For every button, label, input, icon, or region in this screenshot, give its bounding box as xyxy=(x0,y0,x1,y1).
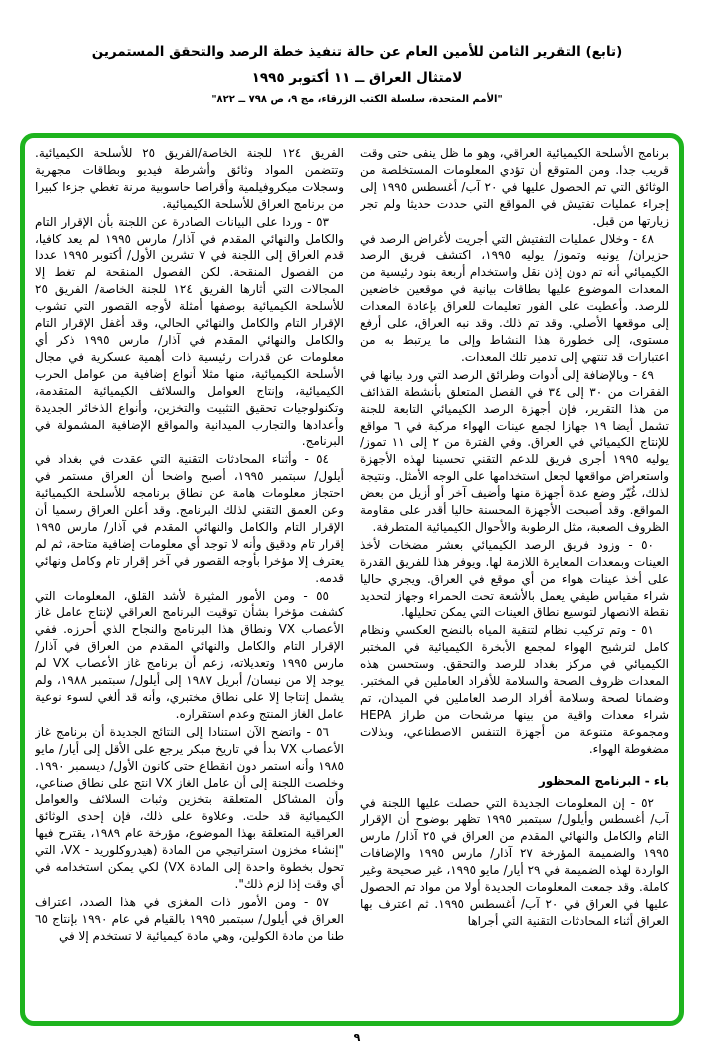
paragraph-continuation-left: الفريق ١٢٤ للجنة الخاصة/الفريق ٢٥ للأسلحة الكيميائية. وتتضمن المواد وثائق وأشرطة فيديو وبطاقات مجهرية وسجلات ميكروفيلمية وأقراصا حاسوبية مرنة تغطي جزءا كبيرا من برنامج العراق للأسلحة الكيميائية. xyxy=(35,146,344,211)
paragraph-49: ٤٩ - وبالإضافة إلى أدوات وطرائق الرصد التي ورد بيانها في الفقرات من ٣٠ إلى ٣٤ في الفصل المتعلق بأنشطة القذائف من هذا التقرير، فإن أجهزة الرصد الكيميائي التابعة للجنة تشمل أيضا ١٩ جهازا لجمع عينات الهواء مركبة في ٦ مواقع للإنتاج الكيميائي في العراق. وفي الفترة من ٢ إلى ١١ تموز/ يوليه ١٩٩٥ أجرى فريق للدعم التقني تحسينا لهذه الأجهزة واستعراض مواقعها لجعل استخدامها على الوجه الأمثل. ونتيجة لذلك، غُيّر وضع عدة أجهزة منها وأضيف آخر أو أزيل من بعض المواقع. وقد أصبحت الأجهزة المحسنة حاليا أقدر على مقاومة الظروف الصعبة، مثل الرطوبة والأحوال الكيميائية المتطرفة. xyxy=(360,367,669,534)
document-title-line1: (تابع) التقرير الثامن للأمين العام عن حالة تنفيذ خطة الرصد والتحقق المستمرين xyxy=(91,44,623,60)
document-title-line2: لامتثال العراق ــ ١١ أكتوبر ١٩٩٥ xyxy=(251,70,463,86)
paragraph-continuation-right: برنامج الأسلحة الكيميائية العراقي، وهو ما ظل ينفى حتى وقت قريب جدا. ومن المتوقع أن تؤدي المعلومات المستخلصة من الوثائق التي تم الحصول عليها في ٢٠ آب/ أغسطس ١٩٩٥ إلى إجراء عمليات تفتيش في المواقع التي حددت حديثا ولم تجر زيارتها من قبل. xyxy=(360,146,669,228)
page-header xyxy=(0,44,714,105)
section-heading-prohibited-programme: باء - البرنامج المحظور xyxy=(538,773,669,788)
content-border-frame xyxy=(20,133,684,1026)
paragraph-54: ٥٤ - وأثناء المحادثات التقنية التي عقدت في بغداد في أيلول/ سبتمبر ١٩٩٥، أصبح واضحا أن العراق مستمر في احتجاز معلومات هامة عن نطاق برنامجه للأسلحة الكيميائية وعن العمق التقني لذلك البرنامج. وقد أعلن العراق رسميا أن الإقرار التام والكامل والنهائي المقدم في آذار/ مارس ١٩٩٥ إقرار تام ودقيق وأنه لا توجد أي معلومات إضافية متاحة، ثم لم يعترف إلا مؤخرا بأوجه القصور في آخر إقرار تام وكامل ونهائي قدمه. xyxy=(35,452,344,585)
paragraph-50: ٥٠ - وزود فريق الرصد الكيميائي بعشر مضخات لأخذ العينات وبمعدات المعايرة اللازمة لها. ويوفر هذا للفريق القدرة على أخذ عينات هواء من أي موقع في العراق. ويجري حاليا شراء مقياس طيفي يعمل بالأشعة تحت الحمراء وجهاز لتحديد نقطة الانصهار لتوسيع نطاق العينات التي يمكن تحليلها. xyxy=(360,537,669,620)
paragraph-51: ٥١ - وتم تركيب نظام لتنقية المياه بالنضح العكسي ونظام كامل لترشيح الهواء لمجمع الأبخرة الكيميائية في المختبر الكيميائي في مركز بغداد للرصد والتحقق. وستحسن هذه المعدات ظروف الصحة والسلامة للأفراد العاملين في المختبر. وضمانا لصحة وسلامة أفراد الرصد العاملين في الميدان، تم شراء معدات واقية من بينها مرشحات من طراز HEPA ومجموعة متنوعة من أجهزة التنفس الاصطناعي، وبذلات مضغوطة الهواء. xyxy=(360,623,669,756)
document-source-citation: "الأمم المتحدة، سلسلة الكتب الزرقاء، مج ٩، ص ٧٩٨ ــ ٨٢٢" xyxy=(211,94,503,105)
two-column-text-layout xyxy=(35,145,669,1015)
column-left xyxy=(35,145,344,1015)
paragraph-55: ٥٥ - ومن الأمور المثيرة لأشد القلق، المعلومات التي كشفت مؤخرا بشأن توقيت البرنامج العراقي لإنتاج عامل غاز الأعصاب VX ونطاق هذا البرنامج والنجاح الذي أحرزه. ففي الإقرار التام والكامل والنهائي المقدم من العراق في آذار/ مارس ١٩٩٥ وتعديلاته، زعم أن برنامج غاز الأعصاب VX لم يوجد إلا من نيسان/ أبريل ١٩٨٧ إلى أيلول/ سبتمبر ١٩٨٨، ولم يشمل إنتاجا إلا على نطاق مختبري، وأنه قد ألغي لسوء نوعية عامل الغاز المنتج وعدم استقراره. xyxy=(35,588,344,721)
paragraph-52: ٥٢ - إن المعلومات الجديدة التي حصلت عليها اللجنة في آب/ أغسطس وأيلول/ سبتمبر ١٩٩٥ تظهر بوضوح أن الإقرار التام والكامل والنهائي المقدم من العراق في ٢٥ آذار/ مارس ١٩٩٥ والضميمة المؤرخة ٢٧ آذار/ مارس ١٩٩٥ والإضافات الواردة لهذه الضميمة في ٢٩ أيار/ مايو ١٩٩٥، غير صحيحة وغير كاملة. وقد جمعت المعلومات الجديدة أولا من مواد تم الحصول عليها في العراق في ٢٠ آب/ أغسطس ١٩٩٥. ثم اعترف بها العراق أثناء المحادثات التقنية التي أجراها xyxy=(360,795,669,928)
paragraph-48: ٤٨ - وخلال عمليات التفتيش التي أجريت لأغراض الرصد في حزيران/ يونيه وتموز/ يوليه ١٩٩٥، اكتشف فريق الرصد الكيميائي أنه تم دون إذن نقل واستخدام أربعة بنود رئيسية من المعدات الموضوع عليها بطاقات بيانية في موقعين خاضعين للرصد. وأعطيت على الفور تعليمات للعراق بإعادة المعدات إلى موقعها الأصلي. وقد تم ذلك. وقد نبه العراق، على أرفع مستوى، إلى خطورة هذا النشاط وإلى ما يرتبط به من اعتبارات قد تنتهي إلى تدمير تلك المعدات. xyxy=(360,231,669,364)
paragraph-56: ٥٦ - واتضح الآن استنادا إلى النتائج الجديدة أن برنامج غاز الأعصاب VX بدأ في تاريخ مبكر يرجع على الأقل إلى أيار/ مايو ١٩٨٥ وأنه استمر دون انقطاع حتى كانون الأول/ ديسمبر ١٩٩٠. وخلصت اللجنة إلى أن عامل الغاز VX انتج على نطاق صناعي، وأن المشاكل المتعلقة بتخزين وثبات السلائف والعوامل الكيميائية قد حلت. وعلاوة على ذلك، فإن إحدى الوثائق العراقية المتعلقة بهذا الموضوع، مؤرخة عام ١٩٨٩، يقترح فيها "إنشاء مخزون استراتيجي من المادة (هيدروكلوريد - VX، التي تحول بخطوة واحدة إلى المادة VX) لكي يمكن استخدامه في أي وقت إذا لزم ذلك". xyxy=(35,724,344,891)
column-right xyxy=(360,145,669,1015)
page-number: ٩ xyxy=(353,1031,361,1044)
paragraph-53: ٥٣ - وردا على البيانات الصادرة عن اللجنة بأن الإقرار التام والكامل والنهائي المقدم في آذار/ مارس ١٩٩٥ لم يعد كافيا، قدم العراق إلى اللجنة في ٧ تشرين الأول/ أكتوبر ١٩٩٥ عددا من الفصول المنقحة. لكن الفصول المنقحة لم تغط إلا المجالات التي أثارها الفريق ١٢٤ للجنة الخاصة/ الفريق ٢٥ للأسلحة الكيميائية بوصفها أمثلة لأوجه القصور التي تشوب الإقرار التام والكامل والنهائي الحالي، وقد أغفل الإقرار التام والكامل والنهائي المقدم في آذار/ مارس ١٩٩٥ ذكر أي معلومات عن قدرات رئيسية ذات أهمية عسكرية في مجال الأسلحة الكيميائية، منها مثلا أنواع إضافية من عوامل الحرب الكيميائية، وإنتاج العوامل والسلائف الكيميائية المتقدمة، وتكنولوجيات تحقيق التثبيت والتخزين، وأنواع الذخائر الجديدة وأعدادها والتجارب الميدانية والمواقع الإضافية المشمولة في البرنامج. xyxy=(35,214,344,449)
paragraph-57: ٥٧ - ومن الأمور ذات المغزى في هذا الصدد، اعتراف العراق في أيلول/ سبتمبر ١٩٩٥ بالقيام في عام ١٩٩٠ بإنتاج ٦٥ طنا من مادة الكولين، وهي مادة كيميائية لا تستخدم إلا في xyxy=(35,894,344,943)
